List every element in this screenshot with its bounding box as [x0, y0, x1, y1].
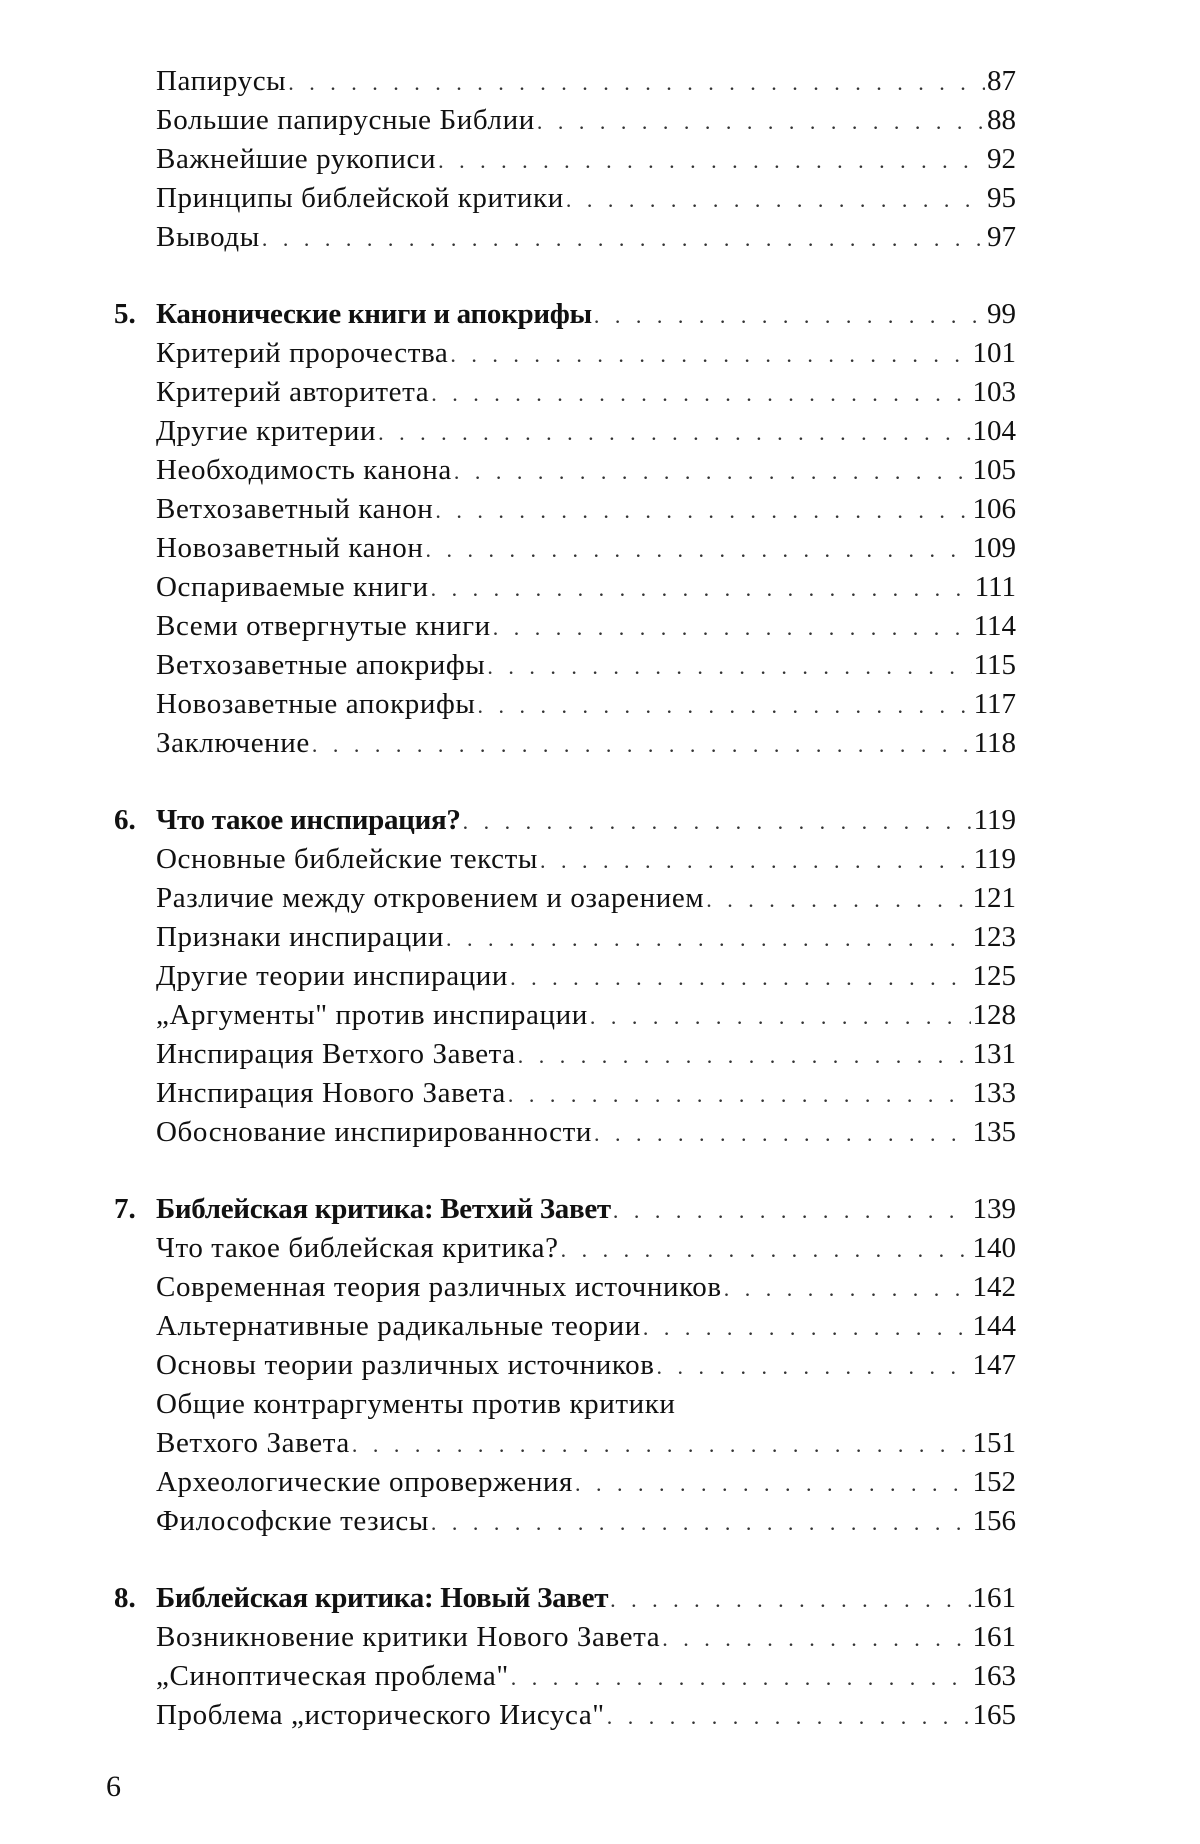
toc-entry-page: 123 — [972, 921, 1016, 953]
toc-entry-page: 161 — [972, 1621, 1016, 1653]
chapter-page: 161 — [972, 1582, 1016, 1614]
toc-entry-title: Альтернативные радикальные теории — [156, 1310, 641, 1342]
leader-dots — [706, 880, 970, 919]
toc-entry[interactable] — [0, 1268, 1200, 1307]
toc-entry[interactable] — [0, 957, 1200, 996]
leader-dots — [607, 1697, 971, 1736]
leader-dots — [262, 219, 985, 258]
leader-dots — [487, 647, 971, 686]
toc-entry-page: 111 — [974, 571, 1016, 603]
toc-section-chapter-6 — [0, 801, 1200, 1152]
toc-entry-title: „Синоптическая проблема" — [156, 1660, 509, 1692]
toc-entry-page: 119 — [973, 843, 1016, 875]
toc-entry-title: Проблема „исторического Иисуса" — [156, 1699, 605, 1731]
toc-entry[interactable] — [0, 1035, 1200, 1074]
toc-entry-page: 104 — [972, 415, 1016, 447]
toc-entry-title: Возникновение критики Нового Завета — [156, 1621, 661, 1653]
leader-dots — [438, 141, 985, 180]
toc-entry[interactable] — [0, 140, 1200, 179]
toc-entry-page: 114 — [973, 610, 1016, 642]
leader-dots — [540, 841, 972, 880]
toc-entry-title: Важнейшие рукописи — [156, 143, 437, 175]
chapter-title: Канонические книги и апокрифы — [156, 298, 592, 330]
chapter-number: 5. — [114, 298, 136, 330]
toc-entry-title: Инспирация Ветхого Завета — [156, 1038, 516, 1070]
toc-entry[interactable] — [0, 646, 1200, 685]
toc-entry-title: Современная теория различных источников — [156, 1271, 722, 1303]
toc-entry-page: 142 — [972, 1271, 1016, 1303]
toc-entry-page: 131 — [972, 1038, 1016, 1070]
toc-entry-title: Другие критерии — [156, 415, 377, 447]
toc-entry[interactable] — [0, 1657, 1200, 1696]
toc-entry-title: Критерий пророчества — [156, 337, 449, 369]
toc-entry-page: 109 — [972, 532, 1016, 564]
toc-entry-title: Новозаветные апокрифы — [156, 688, 476, 720]
toc-entry-page: 152 — [972, 1466, 1016, 1498]
toc-entry[interactable] — [0, 373, 1200, 412]
toc-entry-page: 117 — [973, 688, 1016, 720]
toc-entry[interactable] — [0, 1618, 1200, 1657]
toc-chapter-heading[interactable] — [0, 295, 1200, 334]
toc-entry[interactable] — [0, 1424, 1200, 1463]
toc-entry-title: Различие между откровением и озарением — [156, 882, 705, 914]
toc-entry[interactable] — [0, 334, 1200, 373]
toc-entry-page: 140 — [972, 1232, 1016, 1264]
toc-entry-title: Критерий авторитета — [156, 376, 430, 408]
toc-entry[interactable] — [0, 996, 1200, 1035]
toc-entry[interactable] — [0, 1502, 1200, 1541]
toc-entry-page: 118 — [973, 727, 1016, 759]
chapter-title: Библейская критика: Ветхий Завет — [156, 1193, 611, 1225]
toc-entry-title: Обоснование инспирированности — [156, 1116, 593, 1148]
toc-chapter-heading[interactable] — [0, 1579, 1200, 1618]
toc-entry[interactable] — [0, 568, 1200, 607]
leader-dots — [662, 1619, 970, 1658]
toc-entry-page: 135 — [972, 1116, 1016, 1148]
toc-entry-page: 92 — [987, 143, 1016, 175]
toc-entry[interactable] — [0, 685, 1200, 724]
toc-chapter-heading[interactable] — [0, 801, 1200, 840]
toc-entry[interactable] — [0, 1074, 1200, 1113]
toc-entry[interactable] — [0, 918, 1200, 957]
leader-dots — [463, 802, 972, 841]
toc-entry-page: 97 — [987, 221, 1016, 253]
leader-dots — [508, 1075, 971, 1114]
toc-entry[interactable] — [0, 607, 1200, 646]
chapter-title: Что такое инспирация? — [156, 804, 461, 836]
toc-entry[interactable] — [0, 529, 1200, 568]
leader-dots — [590, 997, 971, 1036]
toc-section-chapter-5 — [0, 295, 1200, 763]
toc-entry-title: Общие контраргументы против критики — [156, 1388, 676, 1420]
toc-entry-page: 128 — [972, 999, 1016, 1031]
toc-entry[interactable] — [0, 1307, 1200, 1346]
toc-entry[interactable] — [0, 724, 1200, 763]
toc-entry-page: 95 — [987, 182, 1016, 214]
toc-entry-page: 103 — [972, 376, 1016, 408]
toc-entry-page: 88 — [987, 104, 1016, 136]
toc-chapter-heading[interactable] — [0, 1190, 1200, 1229]
toc-entry-first-line[interactable] — [0, 1385, 1200, 1424]
toc-entry-title: Ветхого Завета — [156, 1427, 350, 1459]
toc-entry-page: 151 — [972, 1427, 1016, 1459]
toc-section-continued — [0, 62, 1200, 257]
toc-entry-title: Археологические опровержения — [156, 1466, 573, 1498]
leader-dots — [312, 725, 972, 764]
chapter-page: 99 — [987, 298, 1016, 330]
toc-entry[interactable] — [0, 1229, 1200, 1268]
toc-entry-title: Новозаветный канон — [156, 532, 424, 564]
toc-entry-title: Заключение — [156, 727, 310, 759]
leader-dots — [431, 569, 973, 608]
toc-entry[interactable] — [0, 840, 1200, 879]
toc-entry-page: 125 — [972, 960, 1016, 992]
toc-entry-page: 121 — [972, 882, 1016, 914]
leader-dots — [594, 296, 985, 335]
leader-dots — [477, 686, 971, 725]
leader-dots — [378, 413, 970, 452]
toc-entry[interactable] — [0, 451, 1200, 490]
chapter-number: 7. — [114, 1193, 136, 1225]
leader-dots — [594, 1114, 970, 1153]
toc-entry-page: 87 — [987, 65, 1016, 97]
toc-section-chapter-7 — [0, 1190, 1200, 1541]
toc-entry-title: Основные библейские тексты — [156, 843, 538, 875]
toc-entry-page: 144 — [972, 1310, 1016, 1342]
toc-entry-title: Признаки инспирации — [156, 921, 444, 953]
leader-dots — [724, 1269, 971, 1308]
toc-entry[interactable] — [0, 1113, 1200, 1152]
toc-entry-title: Ветхозаветные апокрифы — [156, 649, 486, 681]
toc-entry-page: 147 — [972, 1349, 1016, 1381]
leader-dots — [446, 919, 971, 958]
leader-dots — [450, 335, 970, 374]
toc-entry-title: Принципы библейской критики — [156, 182, 564, 214]
toc-entry[interactable] — [0, 879, 1200, 918]
toc-section-chapter-8 — [0, 1579, 1200, 1735]
leader-dots — [613, 1191, 971, 1230]
toc-entry-title: Что такое библейская критика? — [156, 1232, 559, 1264]
toc-entry-page: 156 — [972, 1505, 1016, 1537]
toc-entry[interactable] — [0, 1346, 1200, 1385]
chapter-page: 119 — [973, 804, 1016, 836]
toc-entry-title: Всеми отвергнутые книги — [156, 610, 491, 642]
leader-dots — [610, 1580, 970, 1619]
toc-entry-page: 163 — [972, 1660, 1016, 1692]
toc-entry[interactable] — [0, 1696, 1200, 1735]
toc-entry[interactable] — [0, 490, 1200, 529]
leader-dots — [435, 491, 970, 530]
toc-entry[interactable] — [0, 1463, 1200, 1502]
leader-dots — [561, 1230, 971, 1269]
leader-dots — [566, 180, 985, 219]
leader-dots — [352, 1425, 971, 1464]
toc-entry-page: 101 — [972, 337, 1016, 369]
toc-entry-page: 106 — [972, 493, 1016, 525]
leader-dots — [537, 102, 985, 141]
leader-dots — [288, 63, 985, 102]
toc-entry-title: Большие папирусные Библии — [156, 104, 535, 136]
chapter-title: Библейская критика: Новый Завет — [156, 1582, 609, 1614]
toc-entry-page: 115 — [973, 649, 1016, 681]
table-of-contents — [0, 62, 1200, 1773]
toc-entry[interactable] — [0, 412, 1200, 451]
leader-dots — [493, 608, 972, 647]
toc-entry-title: Основы теории различных источников — [156, 1349, 655, 1381]
toc-entry-title: „Аргументы" против инспирации — [156, 999, 588, 1031]
toc-entry-title: Философские тезисы — [156, 1505, 429, 1537]
toc-entry-page: 165 — [972, 1699, 1016, 1731]
leader-dots — [425, 530, 970, 569]
leader-dots — [431, 1503, 971, 1542]
toc-entry-title: Ветхозаветный канон — [156, 493, 434, 525]
toc-entry[interactable] — [0, 179, 1200, 218]
toc-entry-title: Оспариваемые книги — [156, 571, 429, 603]
page-number: 6 — [106, 1770, 121, 1803]
leader-dots — [657, 1347, 971, 1386]
toc-entry-title: Необходимость канона — [156, 454, 452, 486]
toc-entry[interactable] — [0, 218, 1200, 257]
leader-dots — [510, 958, 970, 997]
toc-entry-title: Другие теории инспирации — [156, 960, 509, 992]
toc-entry-page: 105 — [972, 454, 1016, 486]
chapter-page: 139 — [972, 1193, 1016, 1225]
leader-dots — [511, 1658, 971, 1697]
toc-entry-page: 133 — [972, 1077, 1016, 1109]
leader-dots — [575, 1464, 971, 1503]
chapter-number: 6. — [114, 804, 136, 836]
toc-entry-title: Выводы — [156, 221, 260, 253]
toc-entry-title: Инспирация Нового Завета — [156, 1077, 506, 1109]
toc-entry[interactable] — [0, 62, 1200, 101]
leader-dots — [454, 452, 971, 491]
toc-entry[interactable] — [0, 101, 1200, 140]
leader-dots — [431, 374, 970, 413]
leader-dots — [518, 1036, 971, 1075]
chapter-number: 8. — [114, 1582, 136, 1614]
leader-dots — [643, 1308, 971, 1347]
toc-entry-title: Папирусы — [156, 65, 287, 97]
